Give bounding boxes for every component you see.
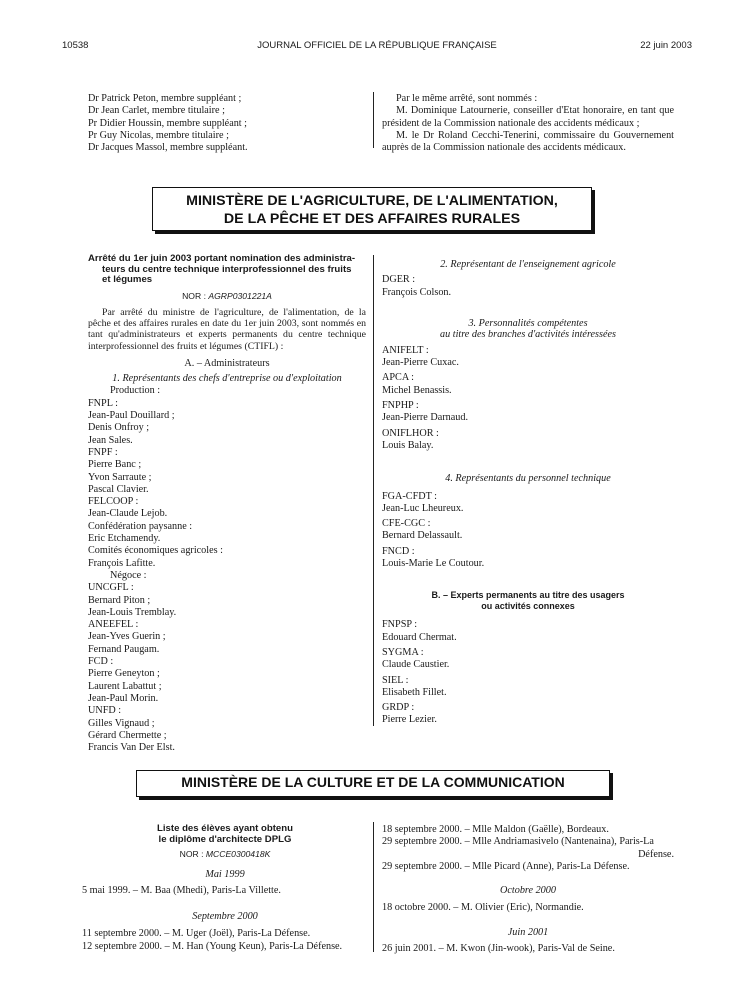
list-item: Yvon Sarraute ; bbox=[88, 471, 152, 483]
agri-left-column bbox=[88, 254, 366, 754]
list-item: Fernand Paugam. bbox=[88, 643, 160, 655]
list-item: Pierre Banc ; bbox=[88, 459, 142, 471]
list-item: Dr Patrick Peton, membre suppléant ; bbox=[88, 93, 242, 104]
nor-reference bbox=[88, 290, 366, 302]
list-item: ANIFELT : bbox=[382, 344, 429, 356]
list-item: Jean-Louis Tremblay. bbox=[88, 606, 177, 618]
list-item: 26 juin 2001. – M. Kwon (Jin-wook), Paris-Val de Seine. bbox=[382, 943, 615, 955]
list-item: Edouard Chermat. bbox=[382, 631, 457, 643]
list-item: Jean-Pierre Darnaud. bbox=[382, 412, 468, 424]
list-item: Bernard Piton ; bbox=[88, 594, 151, 606]
month-heading: Mai 1999 bbox=[205, 869, 245, 881]
list-item: Denis Onfroy ; bbox=[88, 422, 150, 434]
list-item: Jean-Pierre Cuxac. bbox=[382, 357, 459, 369]
list-item: 12 septembre 2000. – M. Han (Young Keun), Paris-La Défense. bbox=[82, 940, 343, 952]
production-list bbox=[88, 398, 366, 570]
list-item: Pascal Clavier. bbox=[88, 483, 149, 495]
list-item: UNFD : bbox=[88, 705, 122, 717]
list-item: Pr Guy Nicolas, membre titulaire ; bbox=[88, 129, 229, 141]
list-item: 29 septembre 2000. – Mlle Andriamasivelo (Nantenaina), Paris-La bbox=[382, 836, 654, 848]
personnalites-list bbox=[382, 345, 674, 452]
intro-text: Par le même arrêté, sont nommés : bbox=[396, 93, 538, 104]
list-item: Jean-Claude Lejob. bbox=[88, 508, 168, 520]
list-item: Louis Balay. bbox=[382, 439, 434, 451]
list-item: ANEEFEL : bbox=[88, 619, 139, 631]
section-a-heading: A. – Administrateurs bbox=[184, 357, 270, 369]
ministry-agriculture-heading bbox=[152, 187, 592, 231]
list-item: 29 septembre 2000. – Mlle Picard (Anne), Paris-La Défense. bbox=[382, 860, 630, 872]
list-item: Eric Etchamendy. bbox=[88, 533, 161, 545]
list-item: FNPSP : bbox=[382, 619, 418, 631]
nor-label: NOR : bbox=[182, 290, 206, 301]
list-item: UNCGFL : bbox=[88, 582, 134, 594]
top-left-list bbox=[88, 93, 366, 154]
section-b-heading bbox=[382, 590, 674, 611]
column-rule-agri bbox=[373, 255, 374, 726]
arrete-intro: Par arrêté du ministre de l'agriculture, de l'alimentation, de la pêche et des affaires rurales en date du 1er juin 2003, sont nommés en tant qu'administrateurs et experts permanents du centre technique interprofessionnel des fruits et légumes (CTIFL) : bbox=[88, 307, 366, 352]
list-item: Dr Jacques Massol, membre suppléant. bbox=[88, 142, 248, 154]
section-b-line: B. – Experts permanents au titre des usagers bbox=[431, 590, 625, 601]
list-item: Michel Benassis. bbox=[382, 384, 452, 396]
list-item: FGA-CFDT : bbox=[382, 490, 438, 502]
culture-left-column bbox=[82, 824, 368, 953]
list-item: François Lafitte. bbox=[88, 557, 156, 569]
list-item: CFE-CGC : bbox=[382, 518, 431, 530]
personnel-list bbox=[382, 491, 674, 571]
list-item: Pierre Lezier. bbox=[382, 714, 437, 726]
negoce-list bbox=[88, 582, 366, 754]
paragraph: M. le Dr Roland Cecchi-Tenerini, commissaire du Gouvernement auprès de la Commission nationale des accidents médicaux. bbox=[382, 129, 674, 154]
list-item: Jean-Paul Douillard ; bbox=[88, 410, 175, 422]
list-item: Gérard Chermette ; bbox=[88, 729, 167, 741]
list-item: SYGMA : bbox=[382, 646, 424, 658]
list-item: Pierre Geneyton ; bbox=[88, 668, 160, 680]
page-number: 10538 bbox=[62, 40, 89, 51]
list-item: Jean Sales. bbox=[88, 434, 133, 446]
issue-date: 22 juin 2003 bbox=[640, 40, 692, 51]
list-item: FNPF : bbox=[88, 446, 118, 458]
list-item: FCD : bbox=[88, 656, 114, 668]
nor-code: MCCE0300418K bbox=[205, 849, 271, 860]
month-heading: Septembre 2000 bbox=[192, 911, 258, 923]
list-item: FNPL : bbox=[88, 397, 118, 409]
nor-reference bbox=[82, 848, 368, 860]
list-item: Louis-Marie Le Coutour. bbox=[382, 558, 485, 570]
ministry-culture-heading: MINISTÈRE DE LA CULTURE ET DE LA COMMUNICATION bbox=[136, 770, 610, 797]
list-item: Gilles Vignaud ; bbox=[88, 717, 155, 729]
title-line: teurs du centre technique interprofessionnel des fruits bbox=[102, 263, 352, 275]
list-item: GRDP : bbox=[382, 702, 415, 714]
nor-code: AGRP0301221A bbox=[208, 290, 272, 301]
list-item: Francis Van Der Elst. bbox=[88, 742, 175, 754]
list-item: FNPHP : bbox=[382, 400, 419, 412]
sub-heading: 4. Représentants du personnel technique bbox=[445, 473, 611, 485]
list-item: Dr Jean Carlet, membre titulaire ; bbox=[88, 105, 225, 117]
production-label: Production : bbox=[110, 385, 161, 397]
liste-title bbox=[82, 824, 368, 845]
list-item: Jean-Paul Morin. bbox=[88, 692, 159, 704]
list-item: DGER : bbox=[382, 274, 416, 286]
nor-label: NOR : bbox=[179, 849, 204, 860]
sub-heading bbox=[382, 318, 674, 340]
list-item: SIEL : bbox=[382, 674, 409, 686]
title-line: le diplôme d'architecte DPLG bbox=[158, 833, 292, 845]
list-item: 11 septembre 2000. – M. Uger (Joël), Paris-La Défense. bbox=[82, 928, 311, 940]
list-item: FNCD : bbox=[382, 545, 415, 557]
list-item: Jean-Yves Guerin ; bbox=[88, 631, 166, 643]
paragraph: M. Dominique Latournerie, conseiller d'Etat honoraire, en tant que président de la Commission nationale des accidents médicaux ; bbox=[382, 105, 674, 129]
journal-title: JOURNAL OFFICIEL DE LA RÉPUBLIQUE FRANÇAISE bbox=[257, 40, 497, 51]
list-item: ONIFLHOR : bbox=[382, 427, 439, 439]
sub-heading: 1. Représentants des chefs d'entreprise ou d'exploitation bbox=[112, 373, 342, 385]
sub-heading-line: 3. Personnalités compétentes bbox=[468, 317, 588, 329]
list-item: Jean-Luc Lheureux. bbox=[382, 502, 464, 514]
agri-right-column bbox=[382, 259, 674, 727]
list-item: Claude Caustier. bbox=[382, 659, 450, 671]
list-item: Laurent Labattut ; bbox=[88, 680, 162, 692]
top-right-block bbox=[382, 93, 674, 154]
sub-heading-line: au titre des branches d'activités intéressées bbox=[440, 328, 616, 340]
list-item: Confédération paysanne : bbox=[88, 520, 193, 532]
list-item: FELCOOP : bbox=[88, 496, 139, 508]
negoce-label: Négoce : bbox=[110, 569, 147, 581]
ministry-line: DE LA PÊCHE ET DES AFFAIRES RURALES bbox=[223, 211, 521, 227]
list-item: Bernard Delassault. bbox=[382, 530, 463, 542]
experts-list bbox=[382, 619, 674, 726]
title-line: Liste des élèves ayant obtenu bbox=[157, 823, 293, 834]
list-item: 18 septembre 2000. – Mlle Maldon (Gaëlle), Bordeaux. bbox=[382, 824, 609, 835]
section-b-line: ou activités connexes bbox=[481, 600, 575, 611]
month-heading: Octobre 2000 bbox=[500, 885, 556, 897]
list-item: Pr Didier Houssin, membre suppléant ; bbox=[88, 117, 248, 129]
ministry-line: MINISTÈRE DE L'AGRICULTURE, DE L'ALIMENTATION, bbox=[186, 193, 558, 209]
list-item: 18 octobre 2000. – M. Olivier (Eric), Normandie. bbox=[382, 902, 584, 914]
column-rule-culture bbox=[373, 822, 374, 952]
column-rule-top bbox=[373, 92, 374, 148]
title-line: et légumes bbox=[102, 274, 153, 286]
culture-right-column bbox=[382, 824, 674, 955]
running-header bbox=[62, 40, 692, 54]
sub-heading: 2. Représentant de l'enseignement agricole bbox=[440, 259, 616, 270]
list-item: Elisabeth Fillet. bbox=[382, 686, 447, 698]
list-item: Comités économiques agricoles : bbox=[88, 545, 223, 557]
list-item: François Colson. bbox=[382, 286, 452, 298]
enseignement-list bbox=[382, 274, 674, 299]
month-heading: Juin 2001 bbox=[507, 926, 549, 938]
title-line: Arrêté du 1er juin 2003 portant nomination des administra- bbox=[88, 253, 356, 264]
list-item: 5 mai 1999. – M. Baa (Mhedi), Paris-La Villette. bbox=[82, 884, 281, 896]
list-item-continuation: Défense. bbox=[638, 848, 674, 860]
list-item: APCA : bbox=[382, 372, 414, 384]
arrete-title bbox=[88, 254, 366, 286]
